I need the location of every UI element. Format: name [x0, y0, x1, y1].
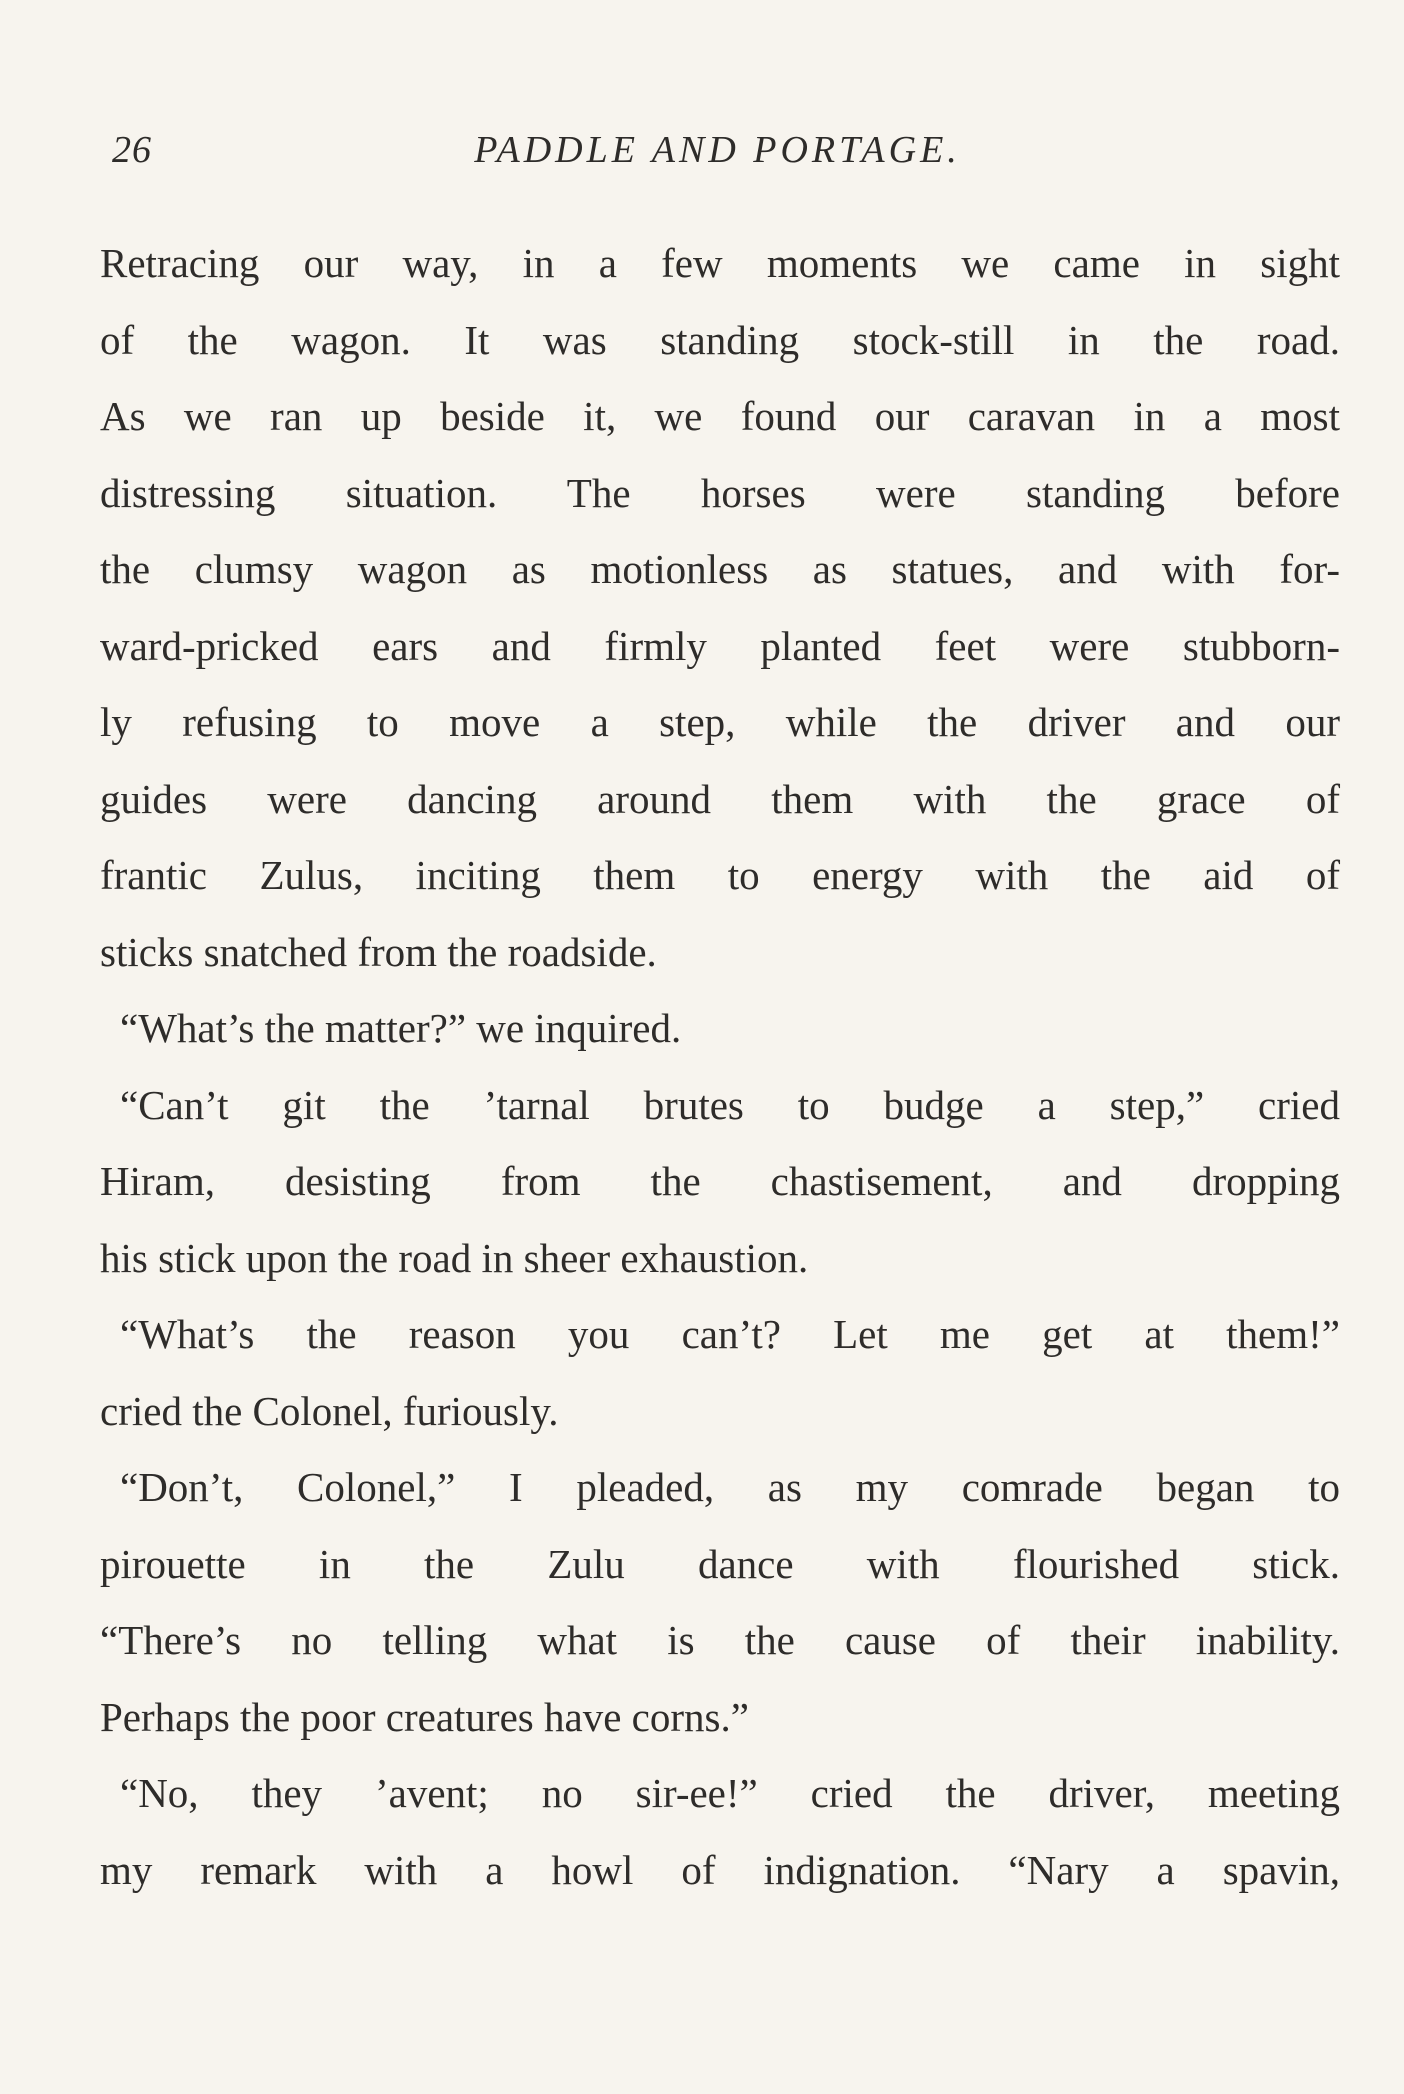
body-text	[100, 225, 1340, 1908]
text-line: sticks snatched from the roadside.	[100, 928, 657, 975]
text-line: frantic Zulus, inciting them to energy with the aid of	[100, 852, 1340, 898]
text-line: As we ran up beside it, we found our caravan in a most	[100, 393, 1340, 439]
text-line: ward-pricked ears and firmly planted feet were stubborn-	[100, 622, 1340, 669]
running-head: PADDLE AND PORTAGE.	[474, 129, 961, 171]
text-line: the clumsy wagon as motionless as statues, and with for-	[100, 546, 1340, 592]
text-line: “Don’t, Colonel,” I pleaded, as my comrade began to	[120, 1464, 1340, 1510]
text-line: distressing situation. The horses were standing before	[100, 469, 1340, 516]
text-line: Perhaps the poor creatures have corns.”	[100, 1693, 749, 1740]
text-line: Retracing our way, in a few moments we came in sight	[100, 240, 1340, 286]
text-line: “No, they ’avent; no sir-ee!” cried the driver, meeting	[120, 1770, 1340, 1816]
text-line: my remark with a howl of indignation. “Nary a spavin,	[100, 1846, 1340, 1893]
page-header	[100, 128, 1335, 188]
text-line: pirouette in the Zulu dance with flourished stick.	[100, 1540, 1340, 1587]
text-line: “What’s the reason you can’t? Let me get at them!”	[120, 1311, 1340, 1357]
text-line: “Can’t git the ’tarnal brutes to budge a step,” cried	[120, 1081, 1340, 1128]
text-line: guides were dancing around them with the grace of	[100, 775, 1340, 822]
text-line: of the wagon. It was standing stock-still in the road.	[100, 316, 1340, 363]
text-line: “What’s the matter?” we inquired.	[120, 1005, 682, 1051]
text-line: his stick upon the road in sheer exhaustion.	[100, 1234, 809, 1281]
text-line: ly refusing to move a step, while the driver and our	[100, 699, 1340, 745]
text-line: Hiram, desisting from the chastisement, and dropping	[100, 1158, 1340, 1204]
text-line: cried the Colonel, furiously.	[100, 1387, 559, 1434]
text-line: “There’s no telling what is the cause of their inability.	[100, 1617, 1340, 1663]
page-number: 26	[112, 129, 152, 171]
